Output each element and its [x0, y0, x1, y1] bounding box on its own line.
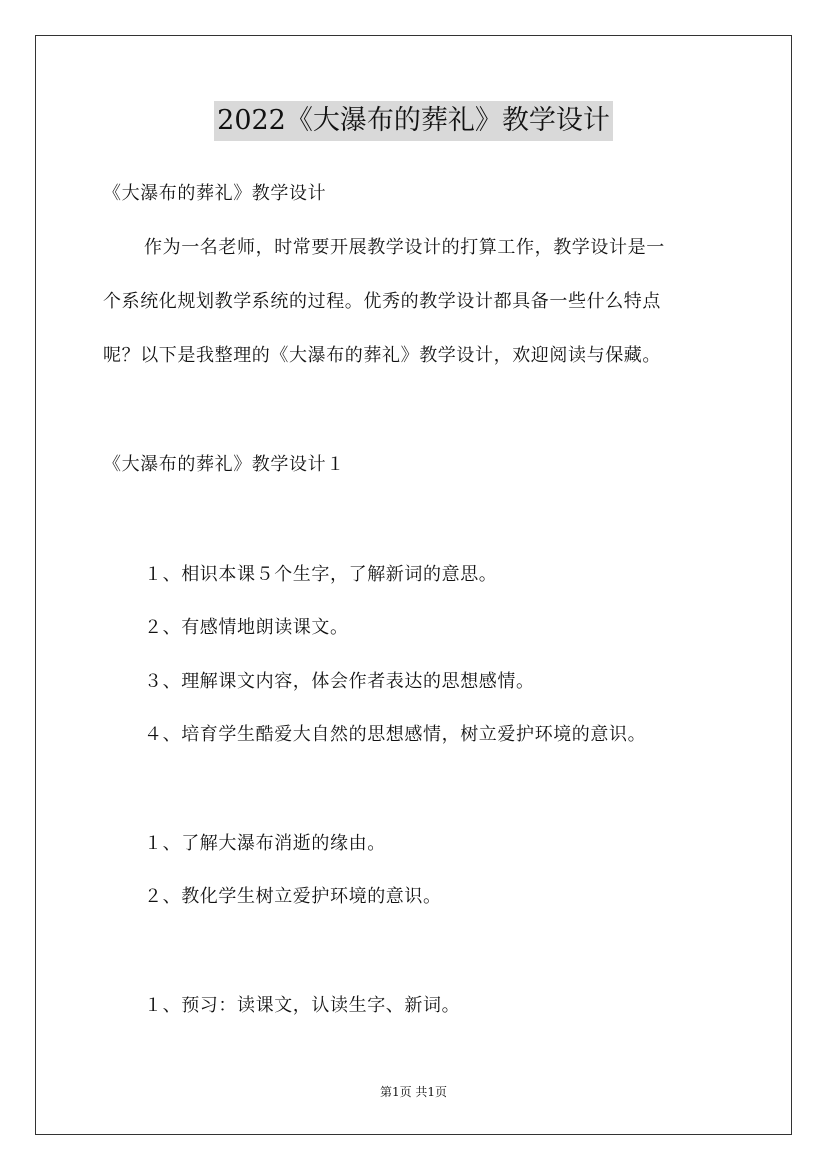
key-point-item-2: ２、教化学生树立爱护环境的意识。 — [144, 886, 442, 907]
page-footer: 第1页 共1页 — [379, 1085, 448, 1099]
goal-item-1: １、相识本课５个生字，了解新词的意思。 — [144, 564, 498, 585]
section-heading: 《大瀑布的葬礼》教学设计１ — [103, 454, 345, 475]
intro-line-1: 作为一名老师，时常要开展教学设计的打算工作，教学设计是一 — [144, 237, 665, 258]
process-item-1: １、预习：读课文，认读生字、新词。 — [144, 995, 461, 1016]
goal-item-2: ２、有感情地朗读课文。 — [144, 617, 349, 638]
document-subtitle: 《大瀑布的葬礼》教学设计 — [103, 183, 327, 204]
intro-line-3: 呢？以下是我整理的《大瀑布的葬礼》教学设计，欢迎阅读与保藏。 — [103, 345, 661, 366]
goal-item-3: ３、理解课文内容，体会作者表达的思想感情。 — [144, 671, 535, 692]
intro-line-2: 个系统化规划教学系统的过程。优秀的教学设计都具备一些什么特点 — [103, 291, 661, 312]
key-point-item-1: １、了解大瀑布消逝的缘由。 — [144, 833, 386, 854]
goal-item-4: ４、培育学生酷爱大自然的思想感情，树立爱护环境的意识。 — [144, 724, 647, 745]
document-title: 2022《大瀑布的葬礼》教学设计 — [214, 101, 613, 141]
